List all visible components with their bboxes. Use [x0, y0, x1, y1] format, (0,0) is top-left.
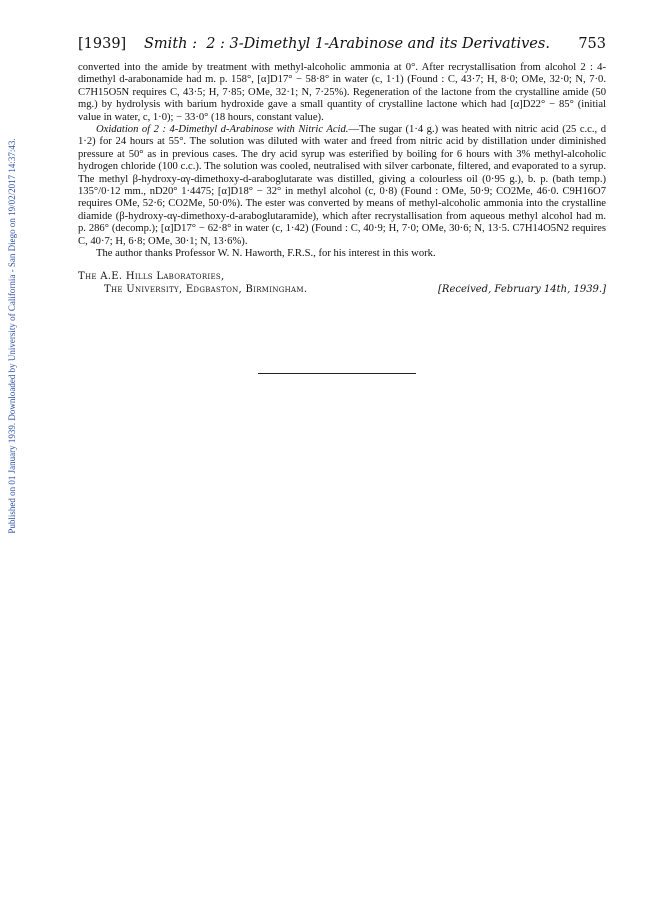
header-year: [1939] — [78, 36, 127, 52]
received-date: [Received, February 14th, 1939.] — [438, 283, 606, 295]
download-notice-text: Published on 01 January 1939. Downloaded by University of California - San Diego on 19/02/2017 14:37:43. — [7, 138, 17, 534]
body-text — [78, 62, 606, 261]
header-author: Smith : — [144, 36, 197, 52]
header-title — [144, 36, 550, 52]
end-rule — [258, 373, 416, 374]
paragraph-oxidation — [78, 124, 606, 248]
acknowledgement: The author thanks Professor W. N. Haworth, F.R.S., for his interest in this work. — [96, 248, 436, 260]
header-article-title: 2 : 3-Dimethyl 1-Arabinose and its Derivatives. — [206, 36, 550, 52]
paragraph-amide: converted into the amide by treatment with methyl-alcoholic ammonia at 0°. After recrystallisation from alcohol 2 : 4-dimethyl d-arabonamide had m. p. 158°, [α]D17° − 58·8° in water (c, 1·1) (Found : C, 43·7; H, 8·0; OMe, 32·0; N, 7·0. C7H15O5N requires C, 43·5; H, 7·85; OMe, 32·1; N, 7·25%). Regeneration of the lactone from the crystalline amide (50 mg.) by hydrolysis with barium hydroxide gave a small quantity of crystalline lactone which had [α]D22° − 85° (initial value in water, c, 1·0); − 33·0° (18 hours, constant value). — [78, 62, 606, 123]
section-heading: Oxidation of 2 : 4-Dimethyl d-Arabinose with Nitric Acid. — [96, 124, 349, 136]
address-line-1: The A.E. Hills Laboratories, — [78, 270, 225, 282]
address-line-2: The University, Edgbaston, Birmingham. — [104, 283, 308, 295]
address-block — [78, 270, 606, 296]
page-number: 753 — [578, 36, 606, 52]
download-notice — [6, 96, 18, 576]
paper-page — [78, 36, 606, 296]
paragraph-oxidation-text: —The sugar (1·4 g.) was heated with nitric acid (25 c.c., d 1·2) for 24 hours at 55°. The solution was diluted with water and freed from nitric acid by distillation under diminished pressure at 50° as in previous cases. The dry acid syrup was esterified by boiling for 6 hours with 3% methyl-alcoholic hydrogen chloride (100 c.c.). The solution was cooled, neutralised with silver carbonate, filtered, and evaporated to a syrup. The methyl β-hydroxy-αγ-dimethoxy-d-araboglutarate was distilled, giving a colourless oil (0·95 g.), b. p. (bath temp.) 135°/0·12 mm., nD20° 1·4475; [α]D18° − 32° in methyl alcohol (c, 0·8) (Found : OMe, 50·9; CO2Me, 46·0. C9H16O7 requires OMe, 52·6; CO2Me, 50·0%). The ester was converted by means of methyl-alcoholic ammonia into the crystalline diamide (β-hydroxy-αγ-dimethoxy-d-araboglutaramide), which after recrystallisation from aqueous methyl alcohol had m. p. 286° (decomp.); [α]D17° − 62·8° in water (c, 1·42) (Found : C, 40·9; H, 7·0; OMe, 30·6; N, 13·5. C7H14O5N2 requires C, 40·7; H, 6·8; OMe, 30·1; N, 13·6%). — [78, 124, 606, 247]
running-header — [78, 36, 606, 56]
